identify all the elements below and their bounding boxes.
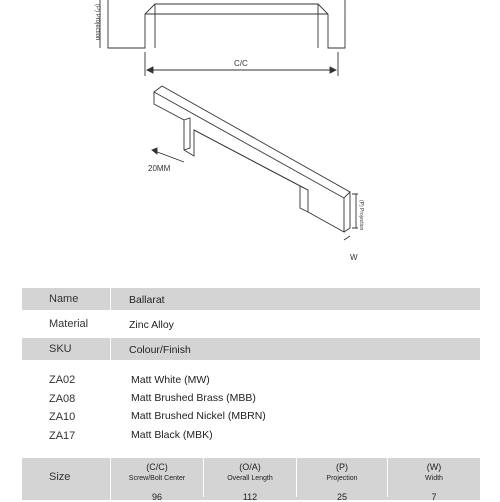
sku-finish: Matt White (MW) [131,374,210,386]
size-col-value: 112 [242,492,258,502]
sku-code: ZA02 [49,374,76,386]
material-value: Zinc Alloy [129,319,174,331]
sku-code: ZA10 [49,411,76,423]
spec-table [22,288,480,500]
row-divider [110,338,111,360]
size-col-sub: Width [425,475,443,482]
sku-finish: Matt Black (MBK) [131,429,213,441]
size-col-head: (C/C) [146,462,168,472]
sku-label: SKU [49,343,72,355]
mm-label: 20MM [148,164,171,173]
material-label: Material [49,318,89,330]
projection-label-side: (P) Projection [358,200,364,231]
sku-row [22,338,480,360]
cc-label: C/C [234,59,248,68]
projection-label-top: (P) Projection [94,4,100,41]
size-col-cc [111,458,203,502]
size-col-head: (P) [336,462,348,472]
sku-finish: Matt Brushed Nickel (MBRN) [131,410,266,422]
size-col-head: (W) [426,462,442,472]
name-row [22,288,480,310]
size-col-oa [204,458,296,502]
row-divider [110,288,111,310]
name-label: Name [49,293,79,305]
size-row [22,458,480,500]
size-col-value: 25 [336,492,347,502]
size-col-p [297,458,387,502]
sku-value: Colour/Finish [129,344,191,356]
w-label: W [350,253,358,262]
size-label: Size [49,471,71,483]
size-col-sub: Screw/Bolt Center [128,475,186,482]
size-col-value: 96 [151,492,162,502]
sku-finish: Matt Brushed Brass (MBB) [131,392,256,404]
sku-code: ZA08 [49,393,76,405]
material-row [22,313,480,335]
size-col-w [388,458,480,502]
size-col-sub: Projection [326,475,358,482]
size-col-head: (O/A) [239,462,261,472]
name-value: Ballarat [129,294,165,306]
size-col-sub: Overall Length [227,475,273,482]
size-col-value: 7 [431,492,437,502]
sku-code: ZA17 [49,430,76,442]
